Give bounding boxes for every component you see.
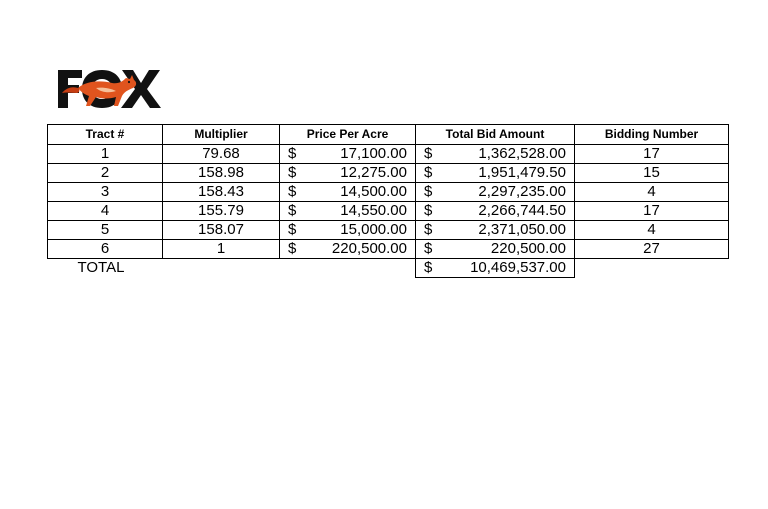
table-row	[48, 164, 729, 183]
grand-total-value: 10,469,537.00	[470, 259, 566, 276]
price-cell	[280, 183, 416, 202]
total-value: 2,371,050.00	[478, 221, 566, 238]
price-value: 12,275.00	[340, 164, 407, 181]
bidder-cell: 17	[575, 202, 729, 221]
currency-symbol: $	[288, 183, 297, 200]
price-cell	[280, 164, 416, 183]
header-price-per-acre: Price Per Acre	[280, 125, 416, 145]
total-value: 2,297,235.00	[478, 183, 566, 200]
price-value: 14,500.00	[340, 183, 407, 200]
currency-symbol: $	[288, 164, 297, 181]
price-cell	[280, 145, 416, 164]
price-value: 14,550.00	[340, 202, 407, 219]
table-row	[48, 240, 729, 259]
currency-symbol: $	[424, 145, 433, 162]
currency-symbol: $	[424, 259, 433, 276]
price-cell	[280, 240, 416, 259]
currency-symbol: $	[424, 164, 433, 181]
currency-symbol: $	[424, 221, 433, 238]
price-value: 15,000.00	[340, 221, 407, 238]
price-cell	[280, 202, 416, 221]
total-cell	[416, 164, 575, 183]
currency-symbol: $	[288, 240, 297, 257]
currency-symbol: $	[288, 221, 297, 238]
bid-results-table	[47, 124, 729, 278]
price-value: 220,500.00	[331, 240, 407, 257]
bidder-cell: 27	[575, 240, 729, 259]
bidder-cell: 17	[575, 145, 729, 164]
currency-symbol: $	[424, 202, 433, 219]
total-cell	[416, 221, 575, 240]
total-row	[48, 259, 729, 278]
total-label: TOTAL	[77, 259, 125, 277]
multiplier-cell: 158.07	[163, 221, 280, 240]
empty-cell	[163, 259, 280, 278]
currency-symbol: $	[288, 202, 297, 219]
total-value: 2,266,744.50	[478, 202, 566, 219]
total-cell	[416, 202, 575, 221]
header-bidding-number: Bidding Number	[575, 125, 729, 145]
total-value: 1,951,479.50	[478, 164, 566, 181]
bidder-cell: 4	[575, 221, 729, 240]
total-cell	[416, 240, 575, 259]
empty-cell	[280, 259, 416, 278]
multiplier-cell: 155.79	[163, 202, 280, 221]
table-row	[48, 221, 729, 240]
table-row	[48, 202, 729, 221]
currency-symbol: $	[288, 145, 297, 162]
total-cell	[416, 145, 575, 164]
fox-logo-icon	[56, 66, 166, 112]
bidder-cell: 4	[575, 183, 729, 202]
table-row	[48, 145, 729, 164]
empty-cell	[575, 259, 729, 278]
grand-total-cell	[416, 259, 575, 278]
total-cell	[416, 183, 575, 202]
price-value: 17,100.00	[340, 145, 407, 162]
tract-cell: 3	[48, 183, 163, 202]
tract-cell: 5	[48, 221, 163, 240]
table-header-row	[48, 125, 729, 145]
multiplier-cell: 79.68	[163, 145, 280, 164]
multiplier-cell: 158.43	[163, 183, 280, 202]
header-total-bid-amount: Total Bid Amount	[416, 125, 575, 145]
currency-symbol: $	[424, 240, 433, 257]
table-row	[48, 183, 729, 202]
tract-cell: 2	[48, 164, 163, 183]
multiplier-cell: 1	[163, 240, 280, 259]
tract-cell: 1	[48, 145, 163, 164]
fox-logo	[56, 66, 166, 112]
bidder-cell: 15	[575, 164, 729, 183]
multiplier-cell: 158.98	[163, 164, 280, 183]
header-multiplier: Multiplier	[163, 125, 280, 145]
tract-cell: 6	[48, 240, 163, 259]
total-value: 1,362,528.00	[478, 145, 566, 162]
price-cell	[280, 221, 416, 240]
currency-symbol: $	[424, 183, 433, 200]
header-tract: Tract #	[48, 125, 163, 145]
total-value: 220,500.00	[490, 240, 566, 257]
tract-cell: 4	[48, 202, 163, 221]
